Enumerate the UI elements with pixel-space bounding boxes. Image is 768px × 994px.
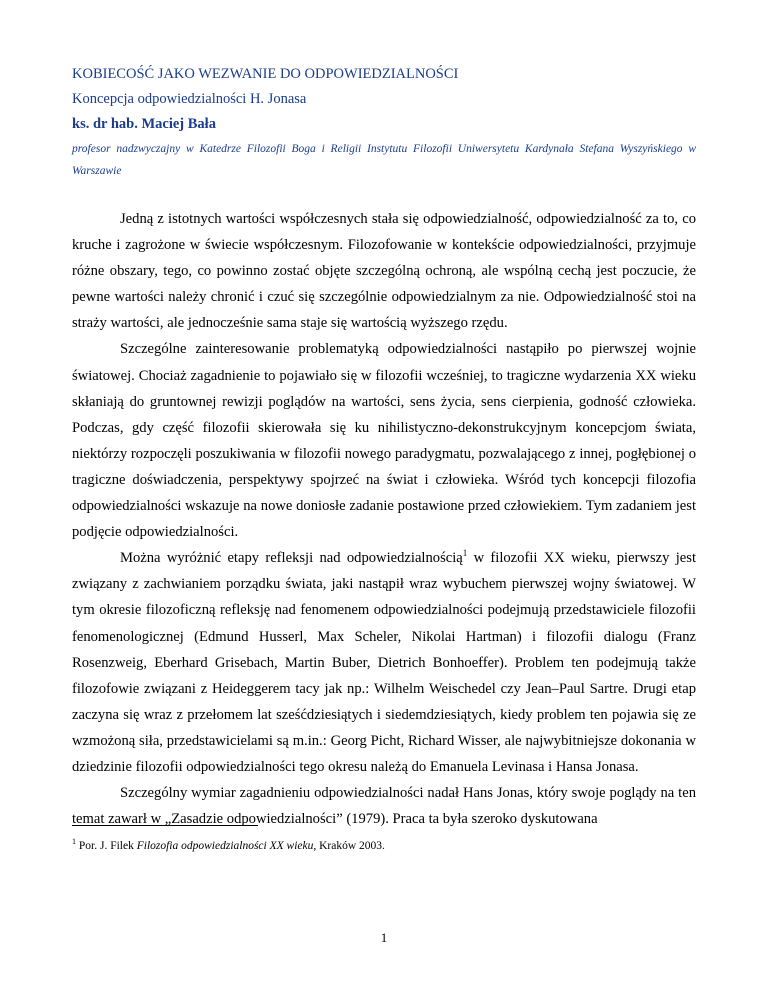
body-text [72, 206, 696, 832]
paragraph-3 [72, 545, 696, 780]
footnote-suffix: , Kraków 2003. [313, 840, 385, 852]
author-affiliation: profesor nadzwyczajny w Katedrze Filozofii Boga i Religii Instytutu Filozofii Uniwersytetu Kardynała Stefana Wyszyńskiego w Warszawie [72, 143, 696, 177]
paragraph-3-start: Można wyróżnić etapy refleksji nad odpowiedzialnością [120, 550, 463, 567]
footnote-book-title: Filozofia odpowiedzialności XX wieku [136, 840, 314, 852]
paragraph-3-rest: w filozofii XX wieku, pierwszy jest związany z zachwianiem porządku świata, jaki nastąpił wraz wybuchem pierwszej wojny światowej. W tym okresie filozoficzną refleksję nad fenomenem odpowiedzialności podejmują przedstawiciele filozofii fenomenologicznej (Edmund Husserl, Max Scheler, Nikolai Hartman) i filozofii dialogu (Franz Rosenzweig, Eberhard Grisebach, Martin Buber, Dietrich Bonhoeffer). Problem ten podejmują także filozofowie związani z Heideggerem tacy jak np.: Wilhelm Weischedel czy Jean–Paul Sartre. Drugi etap zaczyna się wraz z przełomem lat sześćdziesiątych i siedemdziesiątych, kiedy problem ten pojawia się ze wzmożoną siła, przedstawicielami są m.in.: Georg Picht, Richard Wisser, ale najwybitniejsze dokonania w dziedzinie filozofii odpowiedzialności tego okresu należą do Emanuela Levinasa i Hansa Jonasa. [72, 550, 696, 775]
footnote-mark: 1 [72, 837, 76, 847]
paragraph-1: Jedną z istotnych wartości współczesnych stała się odpowiedzialność, odpowiedzialność za to, co kruche i zagrożone w świecie współczesnym. Filozofowanie w kontekście odpowiedzialności, przyjmuje różne obszary, tego, co powinno zostać objęte szczególną ochroną, ale wspólną cechą jest poczucie, że pewne wartości należy chronić i czuć się szczególnie odpowiedzialnym za nie. Odpowiedzialność stoi na straży wartości, ale jednocześnie sama staje się wartością wyższego rzędu. [72, 211, 696, 332]
author-name: ks. dr hab. Maciej Bała [72, 116, 216, 132]
paragraph-4: Szczególny wymiar zagadnieniu odpowiedzialności nadał Hans Jonas, który swoje poglądy na ten temat zawarł w „Zasadzie odpowiedzialności” (1979). Praca ta była szeroko dyskutowana [72, 785, 696, 828]
page-number: 1 [380, 930, 388, 945]
footnote-ref[interactable]: 1 [462, 548, 468, 559]
footnote [72, 838, 696, 854]
footnote-prefix: Por. J. Filek [76, 840, 137, 852]
footnote-divider [72, 825, 258, 826]
document-subtitle: Koncepcja odpowiedzialności H. Jonasa [72, 91, 307, 107]
paragraph-2: Szczególne zainteresowanie problematyką odpowiedzialności nastąpiło po pierwszej wojnie światowej. Chociaż zagadnienie to pojawiało się w filozofii wcześniej, to tragiczne wydarzenia XX wieku skłaniają do gruntownej rewizji poglądów na wartości, sens życia, sens cierpienia, godność człowieka. Podczas, gdy część filozofii skierowała się ku nihilistyczno-dekonstrukcyjnym koncepcjom świata, niektórzy rozpoczęli poszukiwania w filozofii nowego paradygmatu, pozwalającego z innej, pogłębionej o tragiczne doświadczenia, perspektywy spojrzeć na świat i człowieka. Wśród tych koncepcji filozofia odpowiedzialności wskazuje na nowe doniosłe zadanie postawione przed człowiekiem. Tym zadaniem jest podjęcie odpowiedzialności. [72, 341, 696, 541]
page-content [72, 60, 696, 832]
document-title: KOBIECOŚĆ JAKO WEZWANIE DO ODPOWIEDZIALNOŚCI [72, 66, 459, 82]
